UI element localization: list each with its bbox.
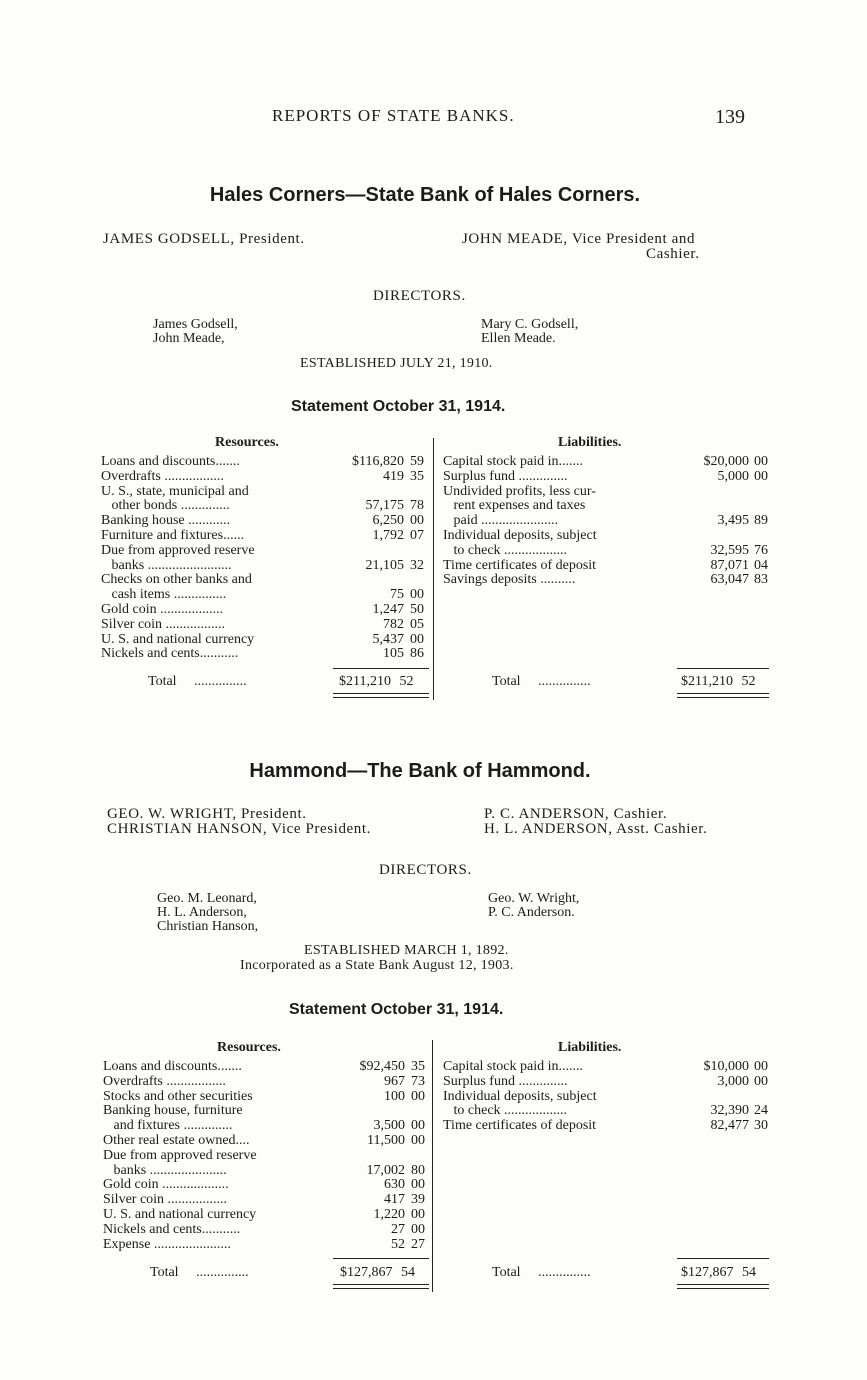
ledger-row bbox=[103, 1104, 441, 1119]
row-label: Overdrafts ................. bbox=[101, 468, 224, 484]
total-rule bbox=[333, 1258, 429, 1259]
running-head: REPORTS OF STATE BANKS. bbox=[272, 106, 515, 125]
ledger-row bbox=[443, 499, 784, 514]
directors-heading: DIRECTORS. bbox=[379, 862, 472, 878]
row-label: Silver coin ................. bbox=[101, 616, 226, 632]
ledger-row bbox=[443, 1104, 784, 1119]
total-cents: 54 bbox=[742, 1265, 756, 1280]
row-label: Time certificates of deposit bbox=[443, 557, 597, 573]
total-row bbox=[150, 1266, 249, 1281]
ledger-row bbox=[443, 514, 784, 529]
officer-vice-president: JOHN MEADE, Vice President and bbox=[462, 231, 696, 247]
total-leader: ............... bbox=[196, 1265, 249, 1280]
row-cents: 00 bbox=[410, 513, 424, 529]
row-label: to check .................. bbox=[443, 542, 568, 558]
ledger-row bbox=[101, 559, 440, 574]
row-label: Loans and discounts....... bbox=[101, 454, 240, 469]
total-leader: ............... bbox=[538, 674, 591, 689]
row-label: Surplus fund .............. bbox=[443, 468, 568, 484]
row-label: U. S. and national currency bbox=[101, 631, 255, 647]
director: Ellen Meade. bbox=[481, 331, 556, 346]
row-label: rent expenses and taxes bbox=[443, 498, 586, 514]
statement-heading: Statement October 31, 1914. bbox=[291, 398, 506, 415]
total-leader: ............... bbox=[538, 1265, 591, 1280]
row-dollars: $10,000 bbox=[703, 1059, 749, 1074]
row-dollars: $20,000 bbox=[703, 454, 749, 469]
row-dollars: 5,437 bbox=[372, 631, 404, 647]
total-row bbox=[492, 675, 591, 690]
officer-cashier: P. C. ANDERSON, Cashier. bbox=[484, 806, 668, 822]
row-label: Undivided profits, less cur- bbox=[443, 483, 596, 499]
row-cents: 00 bbox=[411, 1221, 425, 1237]
total-label: Total bbox=[492, 1265, 521, 1280]
row-label: Due from approved reserve bbox=[103, 1147, 257, 1163]
row-label: Other real estate owned.... bbox=[103, 1133, 250, 1148]
row-label: Savings deposits .......... bbox=[443, 572, 576, 588]
row-dollars: 5,000 bbox=[717, 468, 749, 484]
row-cents: 04 bbox=[754, 557, 768, 573]
row-dollars: 32,390 bbox=[710, 1103, 749, 1119]
total-label: Total bbox=[492, 674, 521, 689]
row-label: Overdrafts ................. bbox=[103, 1073, 226, 1089]
row-cents: 00 bbox=[411, 1088, 425, 1104]
bank-title: Hammond—The Bank of Hammond. bbox=[249, 760, 591, 782]
row-cents: 89 bbox=[754, 513, 768, 529]
page-number: 139 bbox=[715, 106, 745, 128]
row-label: Gold coin .................. bbox=[101, 602, 224, 617]
ledger-row bbox=[443, 559, 784, 574]
row-dollars: 630 bbox=[384, 1177, 405, 1193]
director: P. C. Anderson. bbox=[488, 905, 575, 920]
ledger-row bbox=[103, 1149, 441, 1164]
director: John Meade, bbox=[153, 331, 225, 346]
ledger-row bbox=[103, 1164, 441, 1179]
ledger-row bbox=[103, 1238, 441, 1253]
row-dollars: 27 bbox=[391, 1221, 405, 1237]
ledger-row bbox=[101, 514, 440, 529]
director: Christian Hanson, bbox=[157, 919, 259, 934]
row-label: paid ...................... bbox=[443, 513, 559, 529]
incorporated-line: Incorporated as a State Bank August 12, 1903. bbox=[240, 958, 514, 973]
ledger-row bbox=[443, 485, 784, 500]
double-rule bbox=[333, 1284, 429, 1285]
total-dollars: $127,867 bbox=[681, 1265, 734, 1280]
total-rule bbox=[677, 668, 769, 669]
ledger-row bbox=[103, 1134, 441, 1149]
ledger-row bbox=[443, 455, 784, 470]
ledger-row bbox=[103, 1178, 441, 1193]
row-dollars: 3,495 bbox=[717, 513, 749, 529]
ledger-row bbox=[101, 455, 440, 470]
row-label: U. S. and national currency bbox=[103, 1207, 257, 1222]
total-dollars: $127,867 bbox=[340, 1265, 393, 1280]
row-cents: 00 bbox=[411, 1177, 425, 1193]
row-label: banks ...................... bbox=[103, 1162, 227, 1178]
total-liabilities bbox=[681, 675, 755, 690]
row-label: U. S., state, municipal and bbox=[101, 483, 249, 499]
row-cents: 50 bbox=[410, 602, 424, 617]
ledger-row bbox=[443, 1075, 784, 1090]
established-line: ESTABLISHED JULY 21, 1910. bbox=[300, 356, 493, 371]
row-label: Silver coin ................. bbox=[103, 1192, 228, 1208]
ledger-row bbox=[443, 573, 784, 588]
ledger-row bbox=[443, 470, 784, 485]
director: Geo. W. Wright, bbox=[488, 891, 580, 906]
ledger-row bbox=[101, 588, 440, 603]
row-cents: 07 bbox=[410, 528, 424, 543]
total-row bbox=[148, 675, 247, 690]
row-cents: 00 bbox=[411, 1133, 425, 1148]
row-label: Due from approved reserve bbox=[101, 542, 255, 558]
row-label: Expense ...................... bbox=[103, 1236, 231, 1252]
row-dollars: 6,250 bbox=[372, 513, 404, 529]
row-cents: 00 bbox=[410, 631, 424, 647]
row-dollars: $116,820 bbox=[352, 454, 404, 469]
total-cents: 54 bbox=[401, 1265, 415, 1280]
officer-president: JAMES GODSELL, President. bbox=[103, 231, 305, 247]
ledger-row bbox=[101, 499, 440, 514]
total-leader: ............... bbox=[194, 674, 247, 689]
director: Mary C. Godsell, bbox=[481, 317, 579, 332]
row-dollars: $92,450 bbox=[359, 1059, 405, 1074]
double-rule bbox=[677, 697, 769, 698]
double-rule bbox=[333, 697, 429, 698]
row-dollars: 3,000 bbox=[717, 1073, 749, 1089]
ledger-row bbox=[103, 1193, 441, 1208]
row-cents: 76 bbox=[754, 542, 768, 558]
row-label: Stocks and other securities bbox=[103, 1088, 253, 1104]
row-dollars: 1,247 bbox=[372, 602, 404, 617]
ledger-row bbox=[443, 1060, 784, 1075]
row-cents: 73 bbox=[411, 1073, 425, 1089]
row-cents: 35 bbox=[410, 468, 424, 484]
row-cents: 39 bbox=[411, 1192, 425, 1208]
row-dollars: 967 bbox=[384, 1073, 405, 1089]
row-label: Furniture and fixtures...... bbox=[101, 528, 245, 543]
ledger-row bbox=[103, 1090, 441, 1105]
ledger-row bbox=[103, 1208, 441, 1223]
director: Geo. M. Leonard, bbox=[157, 891, 257, 906]
row-cents: 80 bbox=[411, 1162, 425, 1178]
ledger-row bbox=[103, 1119, 441, 1134]
row-dollars: 11,500 bbox=[367, 1133, 405, 1148]
row-cents: 00 bbox=[754, 1059, 768, 1074]
total-label: Total bbox=[150, 1265, 179, 1280]
officer-vice-president: CHRISTIAN HANSON, Vice President. bbox=[107, 821, 372, 837]
total-row bbox=[492, 1266, 591, 1281]
row-cents: 86 bbox=[410, 646, 424, 662]
row-dollars: 63,047 bbox=[710, 572, 749, 588]
row-dollars: 17,002 bbox=[366, 1162, 405, 1178]
row-cents: 00 bbox=[754, 454, 768, 469]
row-dollars: 105 bbox=[383, 646, 404, 662]
ledger-row bbox=[443, 529, 784, 544]
row-cents: 30 bbox=[754, 1118, 768, 1134]
row-cents: 00 bbox=[411, 1118, 425, 1134]
ledger-row bbox=[103, 1075, 441, 1090]
row-cents: 00 bbox=[411, 1207, 425, 1222]
row-cents: 78 bbox=[410, 498, 424, 514]
liabilities-heading: Liabilities. bbox=[558, 435, 622, 450]
row-cents: 00 bbox=[754, 468, 768, 484]
row-label: and fixtures .............. bbox=[103, 1118, 233, 1134]
ledger-row bbox=[101, 603, 440, 618]
officer-asst-cashier: H. L. ANDERSON, Asst. Cashier. bbox=[484, 821, 708, 837]
total-rule bbox=[677, 1258, 769, 1259]
ledger-row bbox=[101, 485, 440, 500]
statement-heading: Statement October 31, 1914. bbox=[289, 1001, 504, 1018]
total-resources bbox=[339, 675, 413, 690]
ledger-row bbox=[103, 1223, 441, 1238]
ledger-row bbox=[101, 573, 440, 588]
row-label: Banking house ............ bbox=[101, 513, 231, 529]
row-dollars: 75 bbox=[390, 587, 404, 603]
liabilities-heading: Liabilities. bbox=[558, 1040, 622, 1055]
directors-heading: DIRECTORS. bbox=[373, 288, 466, 304]
bank-title: Hales Corners—State Bank of Hales Corners. bbox=[209, 184, 641, 206]
officer-president: GEO. W. WRIGHT, President. bbox=[107, 806, 307, 822]
ledger-row bbox=[101, 529, 440, 544]
established-line: ESTABLISHED MARCH 1, 1892. bbox=[304, 943, 509, 958]
row-label: to check .................. bbox=[443, 1103, 568, 1119]
row-cents: 32 bbox=[410, 557, 424, 573]
row-cents: 00 bbox=[754, 1073, 768, 1089]
double-rule bbox=[677, 1288, 769, 1289]
row-label: Capital stock paid in....... bbox=[443, 454, 583, 469]
row-label: banks ........................ bbox=[101, 557, 232, 573]
double-rule bbox=[333, 693, 429, 694]
row-cents: 59 bbox=[410, 454, 424, 469]
row-dollars: 417 bbox=[384, 1192, 405, 1208]
double-rule bbox=[333, 1288, 429, 1289]
row-label: Surplus fund .............. bbox=[443, 1073, 568, 1089]
row-dollars: 87,071 bbox=[710, 557, 749, 573]
row-label: Capital stock paid in....... bbox=[443, 1059, 583, 1074]
resources-heading: Resources. bbox=[217, 1040, 281, 1055]
row-dollars: 21,105 bbox=[365, 557, 404, 573]
total-resources bbox=[340, 1266, 415, 1281]
row-dollars: 32,595 bbox=[710, 542, 749, 558]
resources-heading: Resources. bbox=[215, 435, 279, 450]
ledger-row bbox=[101, 618, 440, 633]
row-cents: 35 bbox=[411, 1059, 425, 1074]
total-cents: 52 bbox=[399, 674, 414, 689]
officer-cashier: Cashier. bbox=[646, 246, 700, 262]
row-label: Gold coin ................... bbox=[103, 1177, 229, 1193]
row-label: Nickels and cents........... bbox=[103, 1221, 241, 1237]
row-cents: 24 bbox=[754, 1103, 768, 1119]
director: H. L. Anderson, bbox=[157, 905, 247, 920]
row-dollars: 3,500 bbox=[373, 1118, 405, 1134]
row-label: Individual deposits, subject bbox=[443, 1088, 597, 1104]
double-rule bbox=[677, 693, 769, 694]
row-label: Individual deposits, subject bbox=[443, 528, 597, 543]
row-label: Nickels and cents........... bbox=[101, 646, 239, 662]
ledger-row bbox=[101, 633, 440, 648]
row-cents: 00 bbox=[410, 587, 424, 603]
director: James Godsell, bbox=[153, 317, 238, 332]
total-dollars: $211,210 bbox=[339, 674, 391, 689]
row-label: Checks on other banks and bbox=[101, 572, 252, 588]
row-dollars: 82,477 bbox=[710, 1118, 749, 1134]
ledger-row bbox=[443, 1119, 784, 1134]
row-label: cash items ............... bbox=[101, 587, 227, 603]
total-cents: 52 bbox=[741, 674, 756, 689]
row-cents: 05 bbox=[410, 616, 424, 632]
row-label: other bonds .............. bbox=[101, 498, 230, 514]
ledger-row bbox=[443, 1090, 784, 1105]
row-dollars: 100 bbox=[384, 1088, 405, 1104]
row-dollars: 1,220 bbox=[373, 1207, 405, 1222]
total-label: Total bbox=[148, 674, 177, 689]
ledger-row bbox=[101, 544, 440, 559]
total-rule bbox=[333, 668, 429, 669]
row-label: Loans and discounts....... bbox=[103, 1059, 242, 1074]
row-dollars: 1,792 bbox=[372, 528, 404, 543]
row-cents: 27 bbox=[411, 1236, 425, 1252]
row-cents: 83 bbox=[754, 572, 768, 588]
total-dollars: $211,210 bbox=[681, 674, 733, 689]
row-label: Time certificates of deposit bbox=[443, 1118, 597, 1134]
ledger-row bbox=[443, 544, 784, 559]
ledger-row bbox=[101, 470, 440, 485]
row-dollars: 57,175 bbox=[365, 498, 404, 514]
row-dollars: 782 bbox=[383, 616, 404, 632]
ledger-row bbox=[103, 1060, 441, 1075]
row-dollars: 419 bbox=[383, 468, 404, 484]
total-liabilities bbox=[681, 1266, 756, 1281]
ledger-row bbox=[101, 647, 440, 662]
double-rule bbox=[677, 1284, 769, 1285]
row-dollars: 52 bbox=[391, 1236, 405, 1252]
row-label: Banking house, furniture bbox=[103, 1103, 243, 1119]
